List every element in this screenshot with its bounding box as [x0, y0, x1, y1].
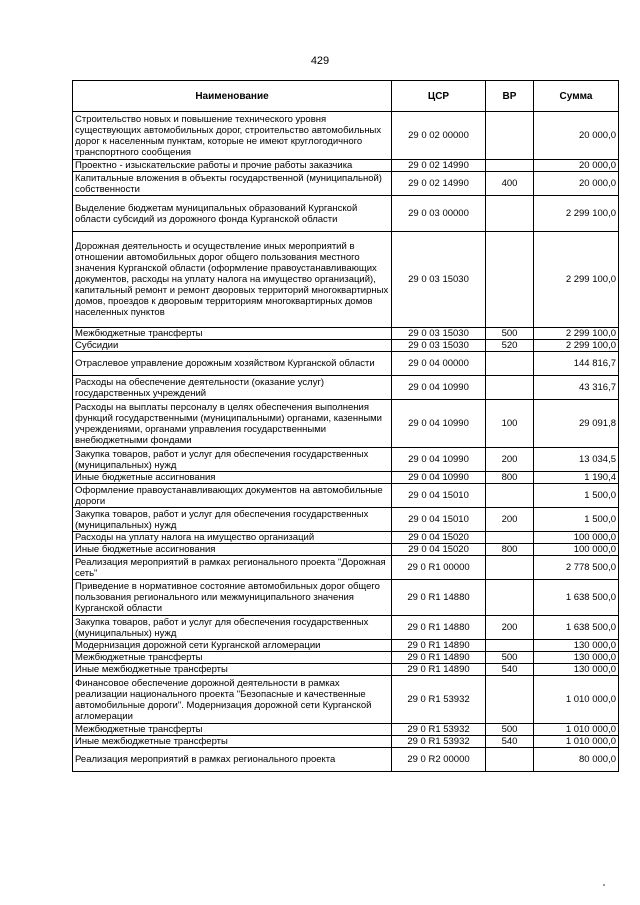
- budget-table: [72, 80, 619, 772]
- cell-sum: 20 000,0: [534, 160, 619, 172]
- cell-csr: 29 0 04 10990: [392, 376, 486, 400]
- cell-vr: [486, 532, 534, 544]
- cell-vr: [486, 160, 534, 172]
- header-name: Наименование: [73, 81, 392, 112]
- table-row: [73, 352, 619, 376]
- table-row: [73, 544, 619, 556]
- table-header: [73, 81, 619, 112]
- cell-vr: [486, 580, 534, 616]
- table-row: [73, 664, 619, 676]
- cell-vr: [486, 352, 534, 376]
- cell-name: Закупка товаров, работ и услуг для обеспечения государственных (муниципальных) нужд: [73, 616, 392, 640]
- cell-vr: [486, 376, 534, 400]
- cell-sum: 130 000,0: [534, 664, 619, 676]
- cell-sum: 1 500,0: [534, 484, 619, 508]
- cell-csr: 29 0 R1 53932: [392, 676, 486, 724]
- cell-sum: 13 034,5: [534, 448, 619, 472]
- table-row: [73, 556, 619, 580]
- cell-sum: 29 091,8: [534, 400, 619, 448]
- table-row: [73, 640, 619, 652]
- cell-name: Проектно - изыскательские работы и прочие работы заказчика: [73, 160, 392, 172]
- cell-sum: 2 299 100,0: [534, 196, 619, 232]
- cell-name: Закупка товаров, работ и услуг для обеспечения государственных (муниципальных) нужд: [73, 448, 392, 472]
- cell-vr: [486, 556, 534, 580]
- table-row: [73, 748, 619, 772]
- cell-name: Иные бюджетные ассигнования: [73, 544, 392, 556]
- cell-vr: 400: [486, 172, 534, 196]
- cell-csr: 29 0 R1 14880: [392, 616, 486, 640]
- cell-name: Иные межбюджетные трансферты: [73, 736, 392, 748]
- table-row: [73, 484, 619, 508]
- header-csr: ЦСР: [392, 81, 486, 112]
- cell-sum: 2 299 100,0: [534, 340, 619, 352]
- cell-vr: 540: [486, 664, 534, 676]
- cell-sum: 2 299 100,0: [534, 328, 619, 340]
- cell-sum: 130 000,0: [534, 640, 619, 652]
- table-row: [73, 508, 619, 532]
- cell-sum: 1 010 000,0: [534, 724, 619, 736]
- cell-sum: 100 000,0: [534, 544, 619, 556]
- header-row: [73, 81, 619, 112]
- cell-name: Иные бюджетные ассигнования: [73, 472, 392, 484]
- cell-vr: [486, 484, 534, 508]
- cell-sum: 144 816,7: [534, 352, 619, 376]
- cell-csr: 29 0 03 00000: [392, 196, 486, 232]
- header-sum: Сумма: [534, 81, 619, 112]
- cell-name: Отраслевое управление дорожным хозяйством Курганской области: [73, 352, 392, 376]
- cell-vr: 500: [486, 652, 534, 664]
- table-row: [73, 616, 619, 640]
- cell-csr: 29 0 03 15030: [392, 232, 486, 328]
- cell-sum: 1 638 500,0: [534, 616, 619, 640]
- cell-name: Финансовое обеспечение дорожной деятельности в рамках реализации национального проекта "Безопасные и качественные автомобильные дороги". Модернизация дорожной сети Курганской агломерации: [73, 676, 392, 724]
- cell-sum: 80 000,0: [534, 748, 619, 772]
- cell-vr: [486, 640, 534, 652]
- cell-vr: 200: [486, 448, 534, 472]
- cell-csr: 29 0 04 15010: [392, 508, 486, 532]
- cell-vr: [486, 748, 534, 772]
- cell-csr: 29 0 02 14990: [392, 160, 486, 172]
- cell-csr: 29 0 R1 14890: [392, 652, 486, 664]
- header-vr: ВР: [486, 81, 534, 112]
- cell-name: Субсидии: [73, 340, 392, 352]
- cell-csr: 29 0 R2 00000: [392, 748, 486, 772]
- cell-sum: 1 010 000,0: [534, 676, 619, 724]
- cell-csr: 29 0 04 10990: [392, 472, 486, 484]
- table-row: [73, 232, 619, 328]
- cell-csr: 29 0 04 15020: [392, 532, 486, 544]
- table-row: [73, 448, 619, 472]
- cell-csr: 29 0 04 10990: [392, 400, 486, 448]
- cell-sum: 130 000,0: [534, 652, 619, 664]
- table-row: [73, 580, 619, 616]
- table-body: [73, 112, 619, 772]
- cell-name: Межбюджетные трансферты: [73, 328, 392, 340]
- table-row: [73, 736, 619, 748]
- cell-name: Межбюджетные трансферты: [73, 724, 392, 736]
- cell-vr: 520: [486, 340, 534, 352]
- table-row: [73, 724, 619, 736]
- cell-vr: 800: [486, 544, 534, 556]
- cell-sum: 1 010 000,0: [534, 736, 619, 748]
- table-row: [73, 172, 619, 196]
- cell-name: Межбюджетные трансферты: [73, 652, 392, 664]
- table-row: [73, 472, 619, 484]
- cell-sum: 1 638 500,0: [534, 580, 619, 616]
- cell-vr: [486, 196, 534, 232]
- cell-name: Оформление правоустанавливающих документов на автомобильные дороги: [73, 484, 392, 508]
- cell-name: Иные межбюджетные трансферты: [73, 664, 392, 676]
- cell-csr: 29 0 02 14990: [392, 172, 486, 196]
- cell-csr: 29 0 R1 14880: [392, 580, 486, 616]
- cell-vr: 500: [486, 328, 534, 340]
- cell-sum: 20 000,0: [534, 172, 619, 196]
- table-row: [73, 532, 619, 544]
- table-row: [73, 340, 619, 352]
- cell-sum: 2 299 100,0: [534, 232, 619, 328]
- cell-sum: 2 778 500,0: [534, 556, 619, 580]
- table-row: [73, 376, 619, 400]
- cell-vr: [486, 232, 534, 328]
- page-number: 429: [310, 55, 330, 67]
- cell-name: Дорожная деятельность и осуществление иных мероприятий в отношении автомобильных дорог общего пользования местного значения Курганской области (оформление правоустанавливающих документов, расходы на уплату налога на имущество организаций), капитальный ремонт и ремонт дворовых территорий многоквартирных домов, проездов к дворовым территориям многоквартирных домов населенных пунктов: [73, 232, 392, 328]
- cell-name: Расходы на обеспечение деятельности (оказание услуг) государственных учреждений: [73, 376, 392, 400]
- cell-csr: 29 0 02 00000: [392, 112, 486, 160]
- cell-csr: 29 0 04 10990: [392, 448, 486, 472]
- table-row: [73, 652, 619, 664]
- cell-csr: 29 0 04 15010: [392, 484, 486, 508]
- cell-sum: 1 190,4: [534, 472, 619, 484]
- table-row: [73, 400, 619, 448]
- cell-csr: 29 0 03 15030: [392, 328, 486, 340]
- cell-name: Капитальные вложения в объекты государственной (муниципальной) собственности: [73, 172, 392, 196]
- table-row: [73, 676, 619, 724]
- cell-csr: 29 0 R1 00000: [392, 556, 486, 580]
- cell-vr: 200: [486, 508, 534, 532]
- cell-name: Расходы на уплату налога на имущество организаций: [73, 532, 392, 544]
- cell-vr: 540: [486, 736, 534, 748]
- cell-name: Модернизация дорожной сети Курганской агломерации: [73, 640, 392, 652]
- cell-vr: 100: [486, 400, 534, 448]
- cell-name: Строительство новых и повышение технического уровня существующих автомобильных дорог, строительство автомобильных дорог к населенным пунктам, которые не имеют круглогодичного транспортного сообщения: [73, 112, 392, 160]
- table-row: [73, 328, 619, 340]
- cell-vr: 800: [486, 472, 534, 484]
- scan-speck: [603, 884, 605, 886]
- cell-csr: 29 0 03 15030: [392, 340, 486, 352]
- cell-name: Приведение в нормативное состояние автомобильных дорог общего пользования регионального или межмуниципального значения Курганской области: [73, 580, 392, 616]
- cell-csr: 29 0 04 15020: [392, 544, 486, 556]
- table-row: [73, 196, 619, 232]
- cell-name: Реализация мероприятий в рамках регионального проекта "Дорожная сеть": [73, 556, 392, 580]
- table-row: [73, 160, 619, 172]
- cell-vr: 200: [486, 616, 534, 640]
- cell-csr: 29 0 R1 14890: [392, 664, 486, 676]
- cell-vr: 500: [486, 724, 534, 736]
- cell-sum: 1 500,0: [534, 508, 619, 532]
- cell-vr: [486, 112, 534, 160]
- cell-name: Выделение бюджетам муниципальных образований Курганской области субсидий из дорожного фонда Курганской области: [73, 196, 392, 232]
- cell-sum: 43 316,7: [534, 376, 619, 400]
- cell-csr: 29 0 04 00000: [392, 352, 486, 376]
- cell-sum: 20 000,0: [534, 112, 619, 160]
- cell-csr: 29 0 R1 53932: [392, 724, 486, 736]
- table-row: [73, 112, 619, 160]
- cell-name: Расходы на выплаты персоналу в целях обеспечения выполнения функций государственными (муниципальными) органами, казенными учреждениями, органами управления государственными внебюджетными фондами: [73, 400, 392, 448]
- cell-name: Закупка товаров, работ и услуг для обеспечения государственных (муниципальных) нужд: [73, 508, 392, 532]
- cell-sum: 100 000,0: [534, 532, 619, 544]
- cell-name: Реализация мероприятий в рамках регионального проекта: [73, 748, 392, 772]
- cell-csr: 29 0 R1 14890: [392, 640, 486, 652]
- cell-csr: 29 0 R1 53932: [392, 736, 486, 748]
- cell-vr: [486, 676, 534, 724]
